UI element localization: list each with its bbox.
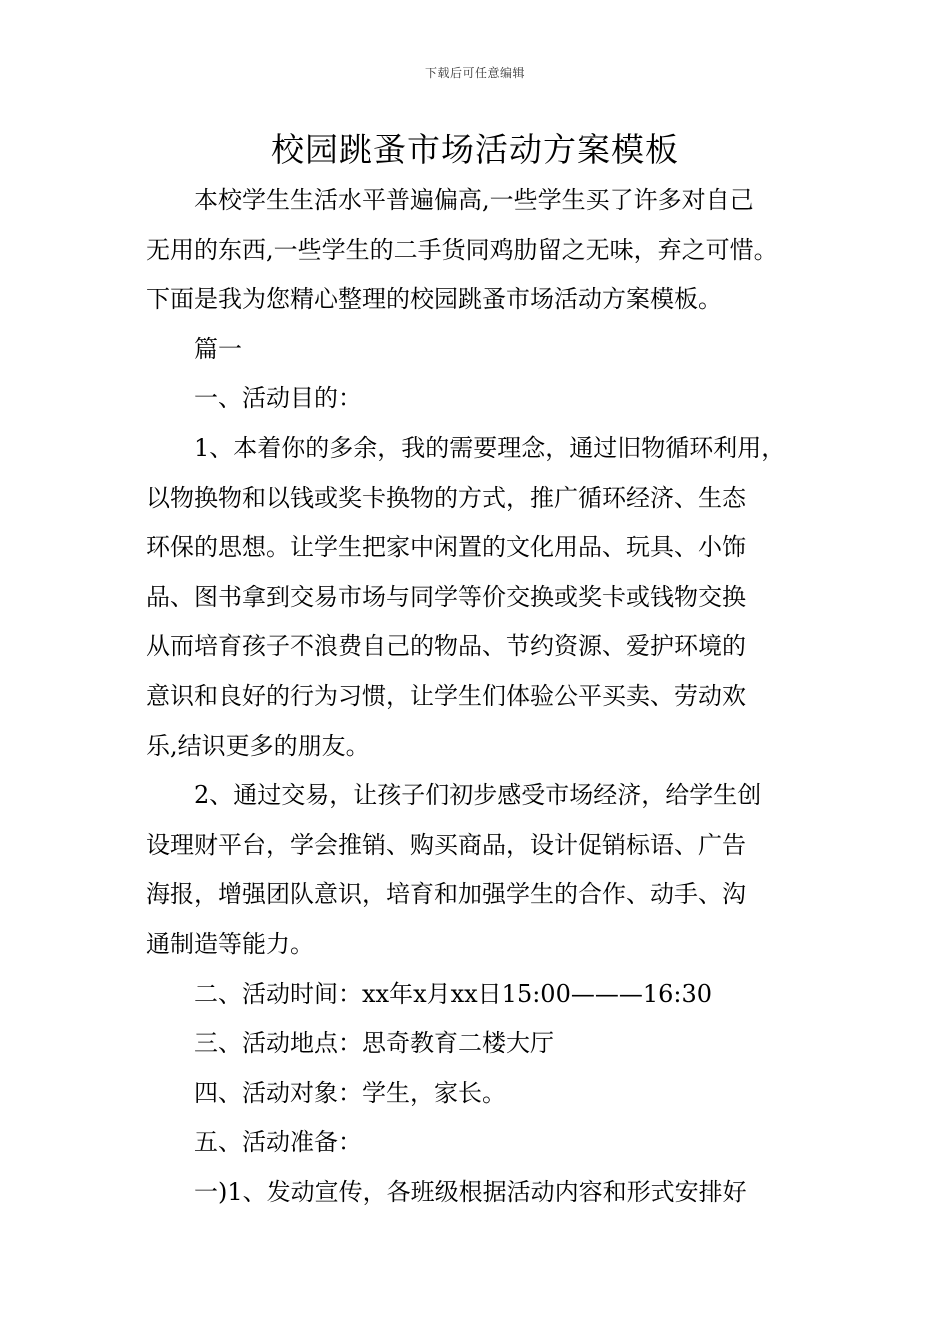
intro-paragraph [146,176,806,325]
paragraph-line: 通制造等能力。 [146,929,314,958]
paragraph-line: 2、通过交易，让孩子们初步感受市场经济，给学生创 [194,781,762,810]
section-heading-purpose: 一、活动目的： [194,384,362,413]
intro-line: 无用的东西,一些学生的二手货同鸡肋留之无味，弃之可惜。 [146,235,778,264]
paragraph-line: 从而培育孩子不浪费自己的物品、节约资源、爱护环境的 [146,632,746,661]
document-body [146,176,806,1217]
section-activity-location: 三、活动地点：思奇教育二楼大厅 [194,1029,554,1058]
section-activity-time: 二、活动时间：xx年x月xx日15:00———16:30 [194,979,713,1008]
intro-line: 本校学生生活水平普遍偏高,一些学生买了许多对自己 [194,186,754,214]
document-title: 校园跳蚤市场活动方案模板 [271,130,679,169]
section-activity-participants: 四、活动对象：学生，家长。 [194,1078,506,1107]
paragraph-line: 1、本着你的多余，我的需要理念，通过旧物循环利用， [194,433,786,462]
paragraph-line: 品、图书拿到交易市场与同学等价交换或奖卡或钱物交换 [146,582,746,611]
page-header-note: 下载后可任意编辑 [424,66,525,80]
paragraph-line: 以物换物和以钱或奖卡换物的方式，推广循环经济、生态 [146,483,746,512]
paragraph-line: 意识和良好的行为习惯，让学生们体验公平买卖、劳动欢 [146,681,746,710]
part-label: 篇一 [194,334,242,363]
purpose-item-1 [146,424,806,771]
preparation-line: 一)1、发动宣传，各班级根据活动内容和形式安排好 [194,1177,747,1206]
section-heading-preparation: 五、活动准备： [194,1128,362,1157]
purpose-item-2 [146,771,806,969]
paragraph-line: 设理财平台，学会推销、购买商品，设计促销标语、广告 [146,830,746,859]
paragraph-line: 环保的思想。让学生把家中闲置的文化用品、玩具、小饰 [146,533,746,562]
intro-line: 下面是我为您精心整理的校园跳蚤市场活动方案模板。 [146,285,722,314]
paragraph-line: 海报，增强团队意识，培育和加强学生的合作、动手、沟 [146,880,746,909]
paragraph-line: 乐,结识更多的朋友。 [146,731,370,760]
